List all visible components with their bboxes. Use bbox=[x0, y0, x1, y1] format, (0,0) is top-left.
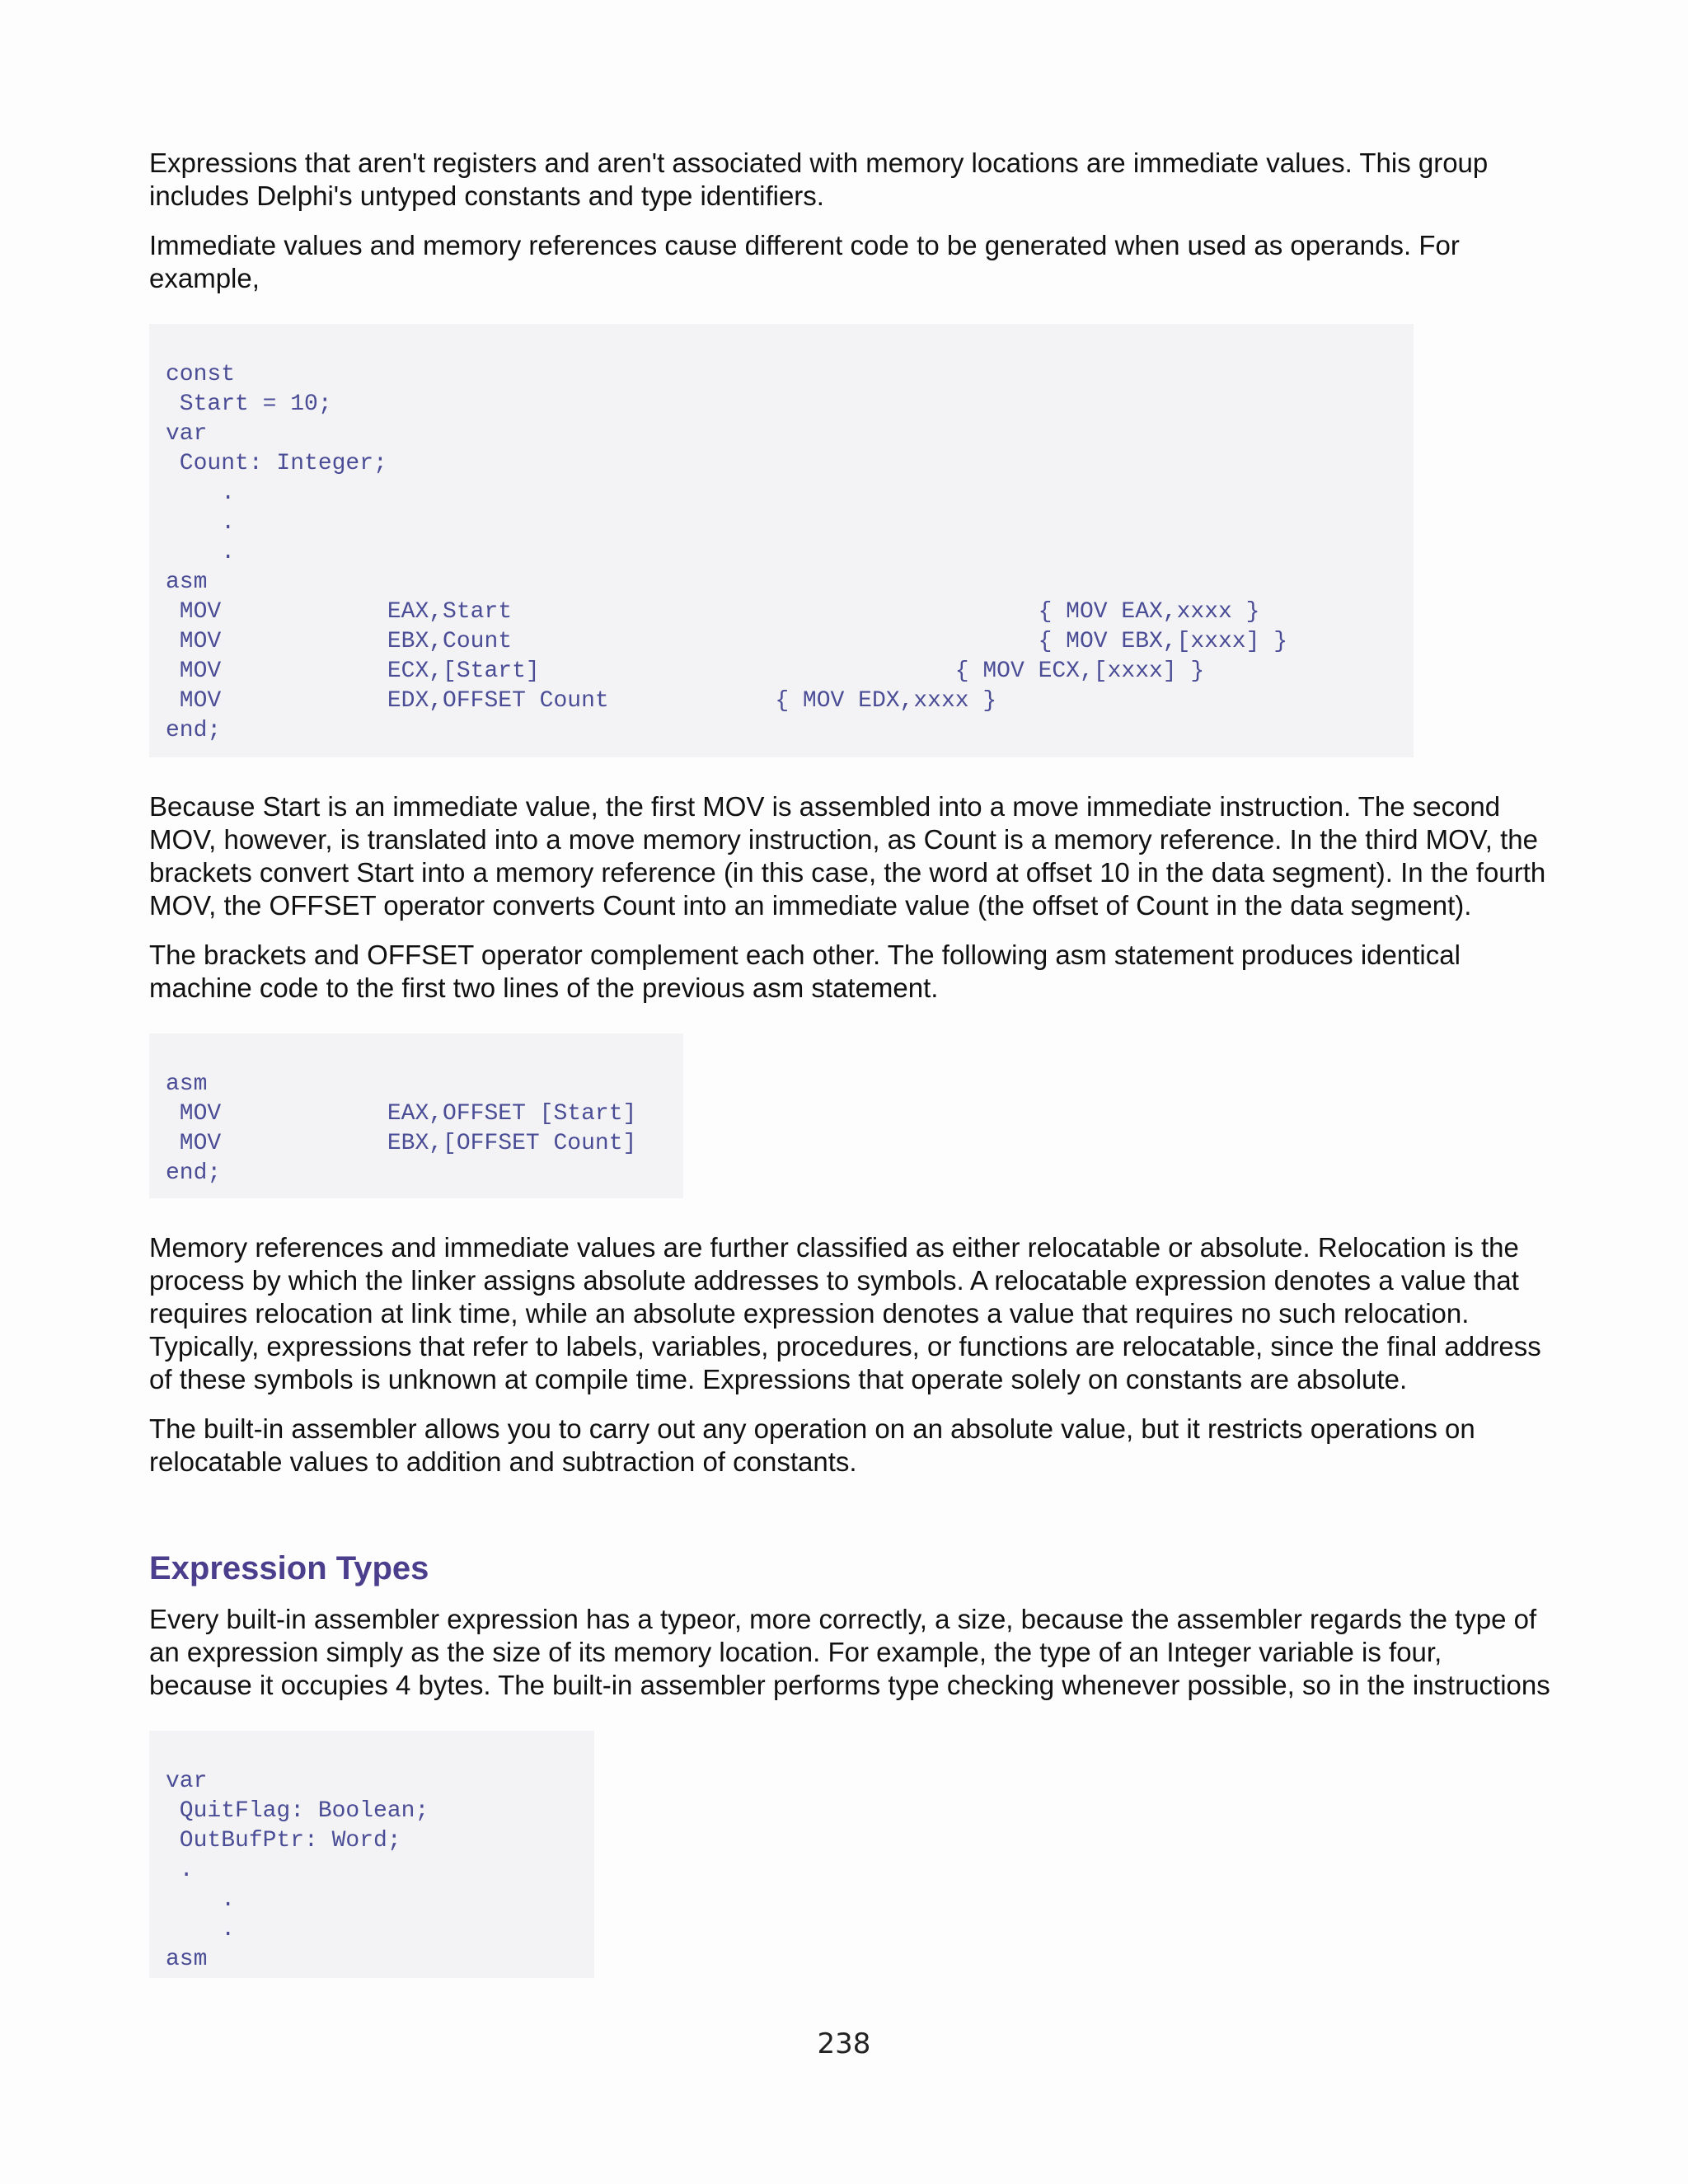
paragraph-mov-explanation: Because Start is an immediate value, the first MOV is assembled into a move immediate instruction. The second MOV, however, is translated into a move memory instruction, as Count is a memory reference. In the third MOV, the brackets convert Start into a memory reference (in this case, the word at offset 10 in the data segment). In the fourth MOV, the OFFSET operator converts Count into an immediate value (the offset of Count in the data segment). bbox=[149, 791, 1546, 921]
paragraph-operand-code: Immediate values and memory references cause different code to be generated when used as operands. For example, bbox=[149, 230, 1460, 293]
paragraph-brackets-offset: The brackets and OFFSET operator complement each other. The following asm statement produces identical machine code to the first two lines of the previous asm statement. bbox=[149, 940, 1461, 1003]
paragraph-relocatable: Memory references and immediate values are further classified as either relocatable or absolute. Relocation is the process by which the linker assigns absolute addresses to symbols. A relocatable expression denotes a value that requires relocation at link time, while an absolute expression denotes a value that requires no such relocation. Typically, expressions that refer to labels, variables, procedures, or functions are relocatable, since the final address of these symbols is unknown at compile time. Expressions that operate solely on constants are absolute. bbox=[149, 1232, 1541, 1394]
paragraph-expression-size: Every built-in assembler expression has a typeor, more correctly, a size, because the assembler regards the type of an expression simply as the size of its memory location. For example, the type of an Integer variable is four, because it occupies 4 bytes. The built-in assembler performs type checking whenever possible, so in the instructions bbox=[149, 1604, 1550, 1700]
page-content bbox=[149, 147, 1550, 2011]
code-block-var-example: var QuitFlag: Boolean; OutBufPtr: Word; . . . asm bbox=[149, 1731, 594, 1978]
paragraph-absolute-operations: The built-in assembler allows you to carry out any operation on an absolute value, but it restricts operations on relocatable values to addition and subtraction of constants. bbox=[149, 1413, 1475, 1477]
page-number: 238 bbox=[817, 2027, 871, 2060]
paragraph-immediate-values: Expressions that aren't registers and aren't associated with memory locations are immediate values. This group includes Delphi's untyped constants and type identifiers. bbox=[149, 148, 1489, 211]
code-block-mov-example: const Start = 10; var Count: Integer; . . . asm MOV EAX,Start { MOV EAX,xxxx } MOV EBX,Count { MOV EBX,[xxxx] } MOV ECX,[Start] { MOV ECX,[xxxx] } MOV EDX,OFFSET Count { MOV EDX,xxxx } end; bbox=[149, 324, 1414, 757]
section-heading-expression-types: Expression Types bbox=[149, 1550, 429, 1586]
code-block-offset-example: asm MOV EAX,OFFSET [Start] MOV EBX,[OFFSET Count] end; bbox=[149, 1033, 683, 1198]
